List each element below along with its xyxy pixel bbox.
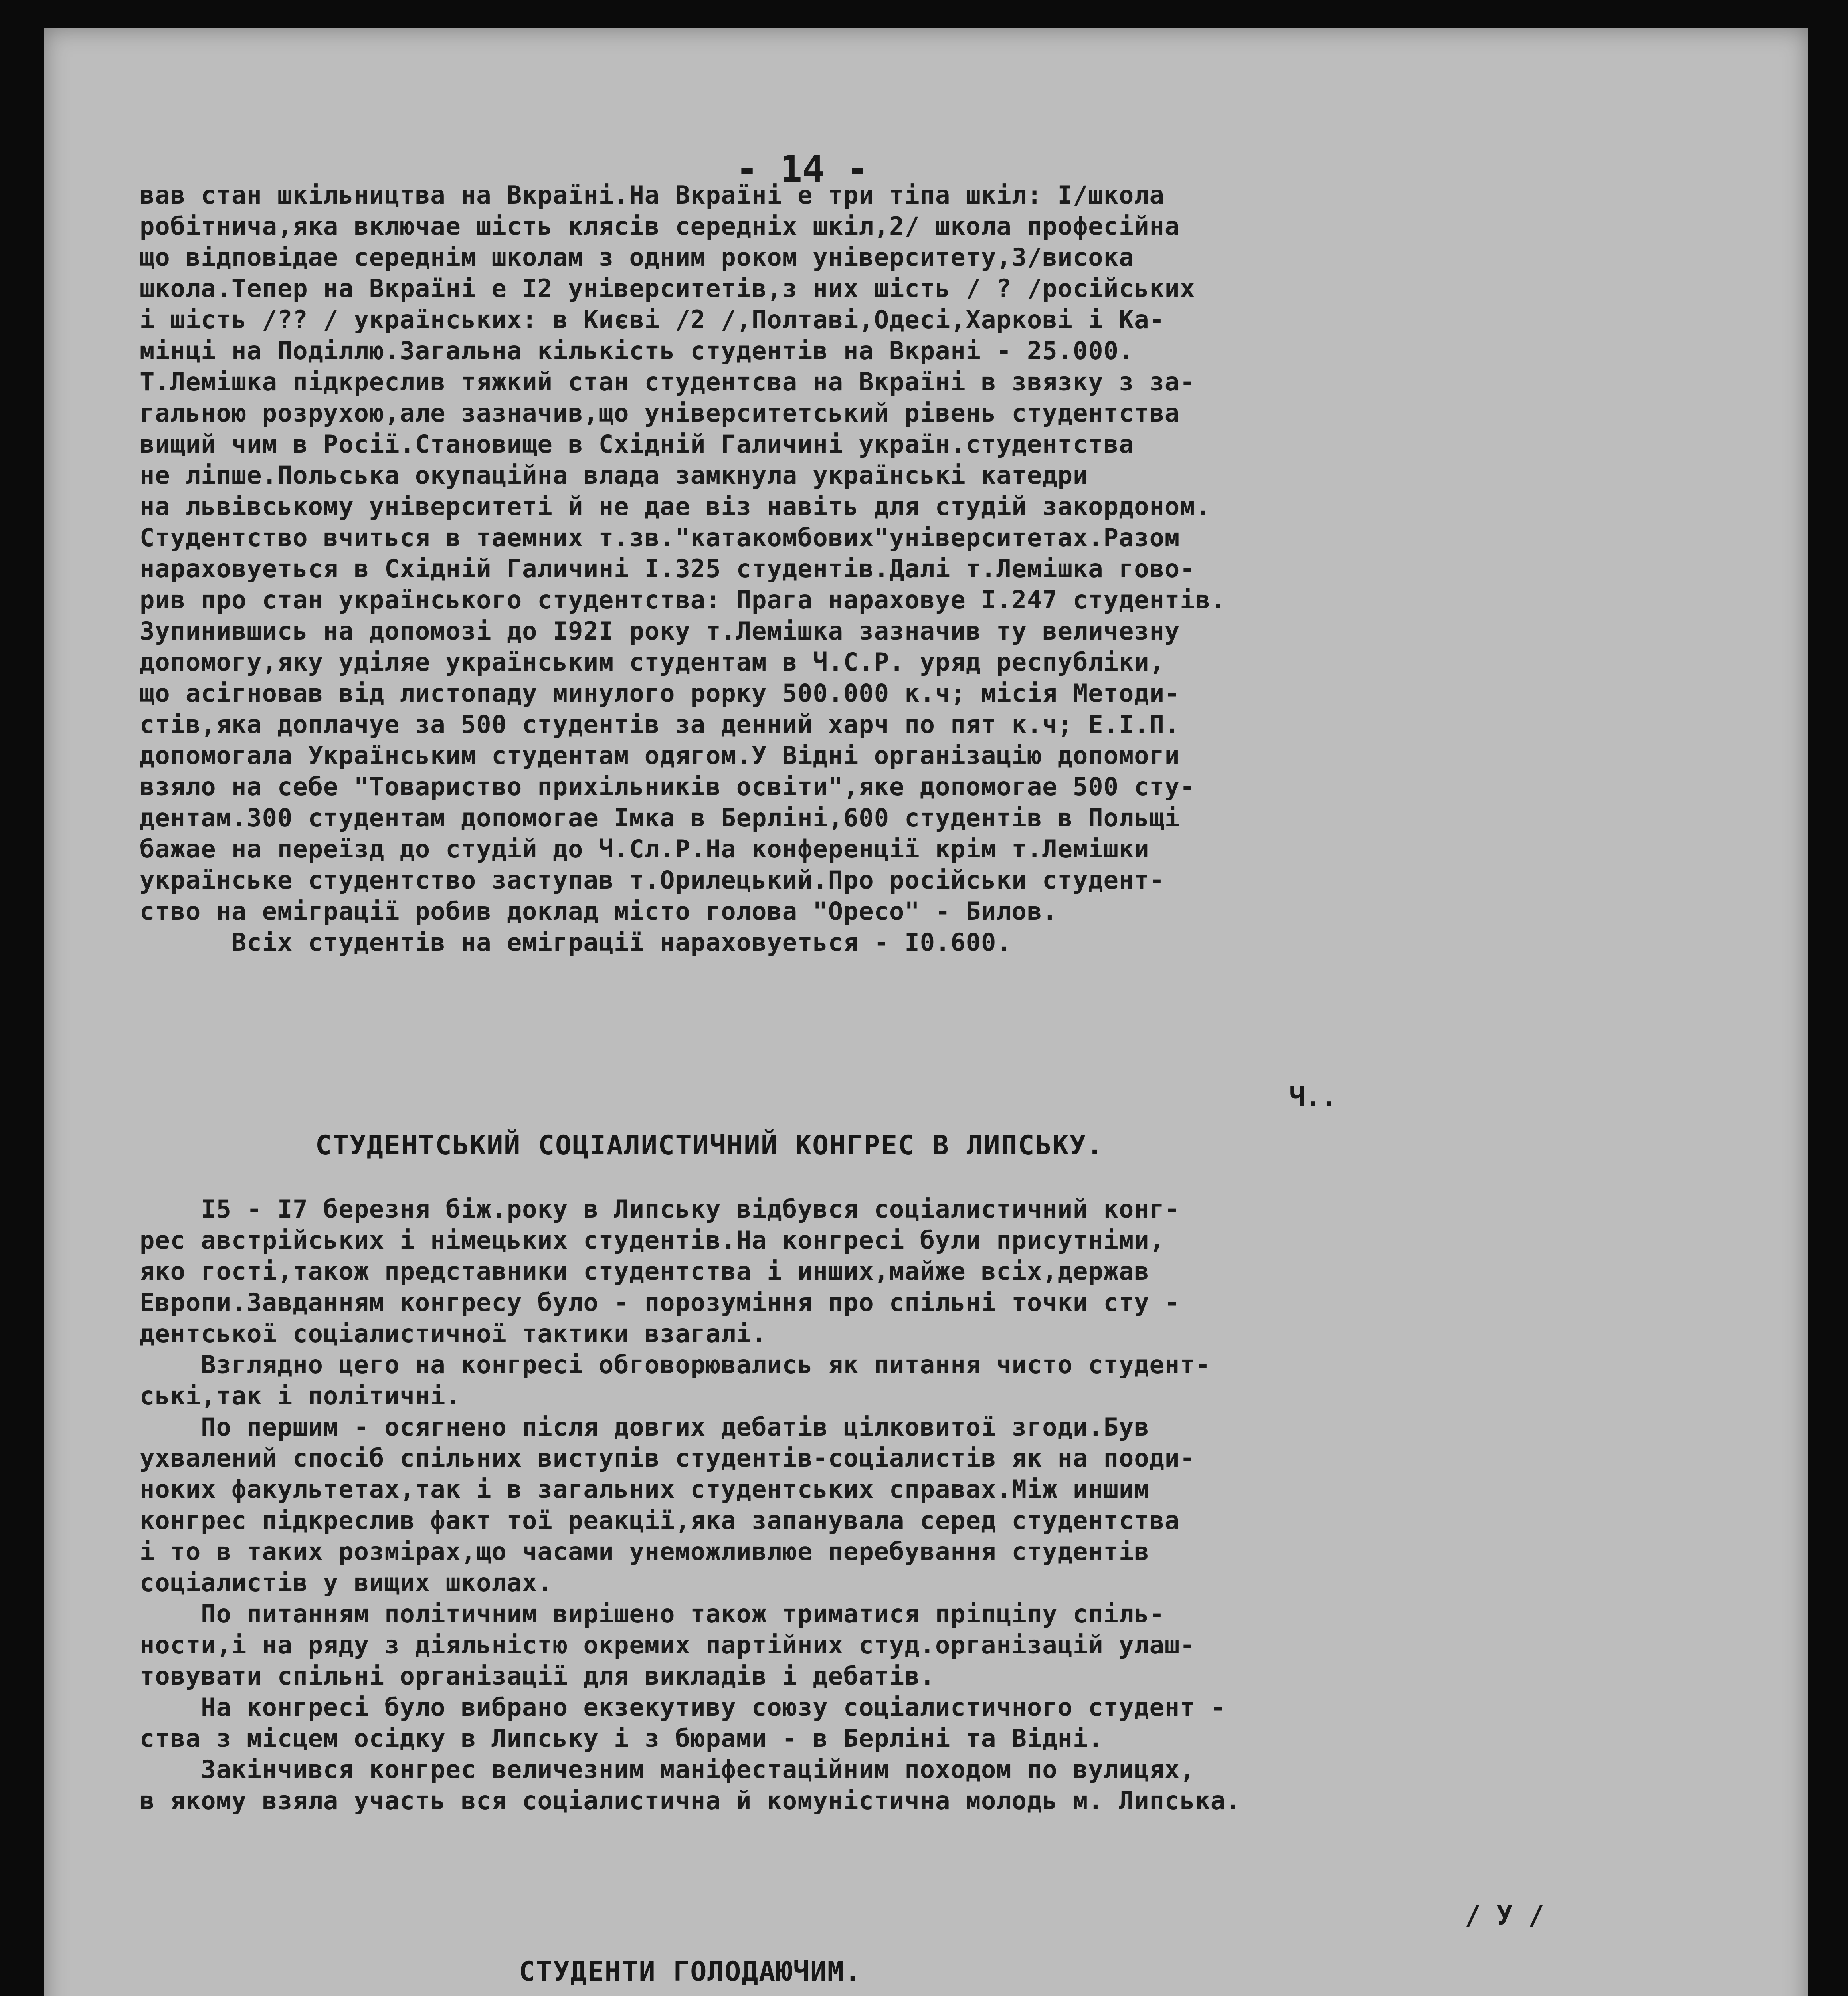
text-line: рив про стан українського студентства: Прага нараховуе I.247 студентів. (140, 585, 1226, 614)
text-line: Закінчився конгрес величезним маніфестаційним походом по вулицях, (140, 1755, 1195, 1784)
text-line: українське студентство заступав т.Орилецький.Про російськи студент- (140, 865, 1165, 895)
text-line: ноких факультетах,так і в загальних студентських справах.Між иншим (140, 1475, 1150, 1504)
text-line: Зупинившись на допомозі до I92I року т.Лемішка зазначив ту величезну (140, 616, 1180, 646)
text-line: яко гості,також представники студентства і инших,майже всіх,держав (140, 1257, 1150, 1286)
text-line: вищий чим в Росії.Становище в Східній Галичині україн.студентства (140, 430, 1134, 459)
section1-body (140, 180, 1696, 958)
document-page (44, 28, 1808, 1996)
text-line: що асігновав від листопаду минулого рорку 500.000 к.ч; місія Методи- (140, 679, 1180, 708)
text-line: взяло на себе "Товариство прихільників освіти",яке допомогае 500 сту- (140, 772, 1195, 801)
text-line: конгрес підкреслив факт тої реакції,яка запанувала серед студентства (140, 1506, 1180, 1535)
text-line: ства з місцем осідку в Липську і з бюрами - в Берліні та Відні. (140, 1724, 1104, 1753)
text-line: стів,яка доплачуе за 500 студентів за денний харч по пят к.ч; Е.І.П. (140, 710, 1180, 739)
section3-heading: СТУДЕНТИ ГОЛОДАЮЧИМ. (519, 1956, 862, 1988)
text-line: I5 - I7 березня біж.року в Липську відбувся соціалистичний конг- (140, 1194, 1180, 1224)
text-line: Студентство вчиться в таемних т.зв."катакомбових"університетах.Разом (140, 523, 1180, 552)
text-line: і шість /?? / українських: в Києві /2 /,Полтаві,Одесі,Харкові і Ка- (140, 305, 1165, 334)
text-line: школа.Тепер на Вкраїні е I2 університетів,з них шість / ? /російських (140, 274, 1195, 303)
section2-signature: / У / (1465, 1900, 1544, 1931)
text-line: нараховуеться в Східній Галичині I.325 студентів.Далі т.Лемішка гово- (140, 554, 1195, 583)
text-line: і то в таких розмірах,що часами унеможливлюе перебування студентів (140, 1537, 1150, 1566)
text-line: ности,і на ряду з діяльністю окремих партійних студ.організацій улаш- (140, 1630, 1195, 1659)
text-line: гальною розрухою,але зазначив,що університетський рівень студентства (140, 398, 1180, 428)
text-line: не ліпше.Польська окупаційна влада замкнула українські катедри (140, 461, 1088, 490)
page-number: - 14 - (736, 148, 869, 190)
text-line: робітнича,яка включае шість клясів середніх шкіл,2/ школа професійна (140, 212, 1180, 241)
text-line: допомогала Українським студентам одягом.У Відні організацію допомоги (140, 741, 1180, 770)
text-line: ухвалений спосіб спільних виступів студентів-соціалистів як на пооди- (140, 1444, 1195, 1473)
text-line: що відповідае середнім школам з одним роком університету,3/висока (140, 243, 1134, 272)
text-line: в якому взяла участь вся соціалистична й комуністична молодь м. Липська. (140, 1786, 1241, 1815)
text-line: По питанням політичним вирішено також триматися пріпціпу спіль- (140, 1599, 1165, 1628)
text-line: дентської соціалистичної тактики взагалі. (140, 1319, 767, 1348)
text-line: на львівському університеті й не дае віз навіть для студій закордоном. (140, 492, 1211, 521)
text-line: Взглядно цего на конгресі обговорювались як питання чисто студент- (140, 1350, 1211, 1379)
section2-heading: СТУДЕНТСЬКИЙ СОЦІАЛИСТИЧНИЙ КОНГРЕС В ЛИПСЬКУ. (315, 1130, 1104, 1161)
text-line: ство на еміграції робив доклад місто голова "Оресо" - Билов. (140, 897, 1058, 926)
section1-signature: Ч.. (1289, 1082, 1337, 1113)
text-line: Европи.Завданням конгресу було - порозуміння про спільні точки сту - (140, 1288, 1180, 1317)
text-line: По першим - осягнено після довгих дебатів цілковитої згоди.Був (140, 1412, 1150, 1442)
text-line: бажае на переїзд до студій до Ч.Сл.Р.На конференції крім т.Лемішки (140, 834, 1150, 863)
text-line: мінці на Поділлю.Загальна кількість студентів на Вкрані - 25.000. (140, 336, 1134, 365)
text-line: ські,так і політичні. (140, 1381, 461, 1410)
text-line: Всіх студентів на еміграції нараховуеться - I0.600. (231, 928, 1012, 957)
text-line: рес австрійських і німецьких студентів.На конгресі були присутніми, (140, 1226, 1165, 1255)
text-line: допомогу,яку уділяе українським студентам в Ч.С.Р. уряд республіки, (140, 648, 1165, 677)
text-line: дентам.300 студентам допомогае Імка в Берліні,600 студентів в Польщі (140, 803, 1180, 832)
text-line: Т.Лемішка підкреслив тяжкий стан студентсва на Вкраїні в звязку з за- (140, 367, 1195, 396)
section2-body (140, 1194, 1696, 1816)
text-line: На конгресі було вибрано екзекутиву союзу соціалистичного студент - (140, 1693, 1226, 1722)
text-line: вав стан шкільництва на Вкраїні.На Вкраїні е три тіпа шкіл: I/школа (140, 180, 1165, 210)
text-line: соціалистів у вищих школах. (140, 1568, 553, 1597)
text-line: товувати спільні організації для викладів і дебатів. (140, 1661, 936, 1691)
